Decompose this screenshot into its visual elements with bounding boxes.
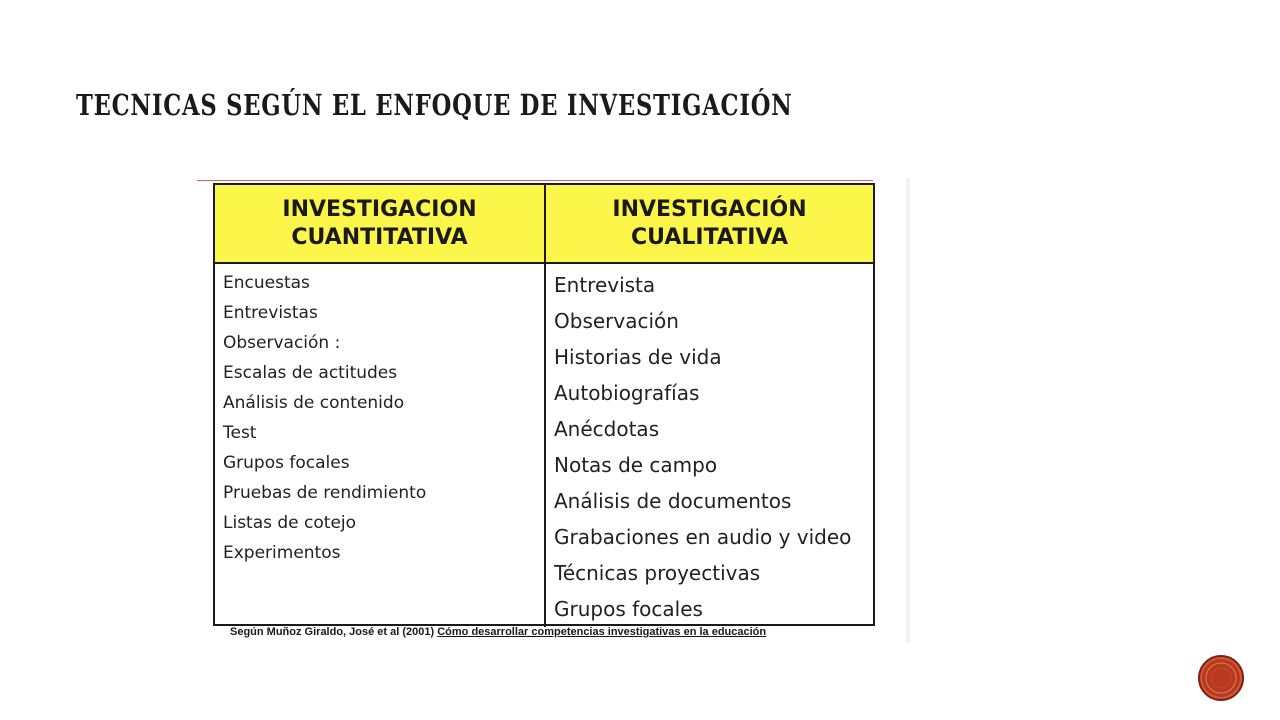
list-item: Historias de vida	[554, 345, 722, 369]
list-item: Escalas de actitudes	[223, 363, 398, 383]
slide-nav-button[interactable]	[1198, 655, 1244, 701]
header-cuantitativa: INVESTIGACION CUANTITATIVA	[215, 185, 546, 264]
list-item: Test	[223, 423, 257, 443]
list-item: Listas de cotejo	[223, 513, 357, 533]
list-item: Observación :	[223, 333, 341, 353]
list-item: Autobiografías	[554, 381, 700, 405]
citation-title: Cómo desarrollar competencias investigativas en la educación	[437, 626, 767, 638]
list-item: Notas de campo	[554, 453, 718, 477]
list-item: Encuestas	[223, 273, 310, 293]
cualitativa-column	[546, 264, 873, 627]
citation	[230, 626, 766, 638]
list-item: Observación	[554, 309, 679, 333]
list-item: Grabaciones en audio y video	[554, 525, 852, 549]
list-item: Experimentos	[223, 543, 341, 563]
citation-prefix: Según Muñoz Giraldo, José et al (2001)	[230, 626, 435, 638]
figure-top-line	[197, 180, 873, 181]
list-item: Entrevistas	[223, 303, 318, 323]
list-item: Técnicas proyectivas	[554, 561, 761, 585]
figure-edge	[906, 178, 910, 643]
circle-nav-icon	[1200, 657, 1242, 699]
cuantitativa-column	[215, 264, 546, 627]
list-item: Anécdotas	[554, 417, 660, 441]
header-cualitativa: INVESTIGACIÓN CUALITATIVA	[546, 185, 873, 264]
list-item: Análisis de contenido	[223, 393, 405, 413]
list-item: Grupos focales	[223, 453, 350, 473]
techniques-figure	[197, 178, 910, 643]
list-item: Pruebas de rendimiento	[223, 483, 427, 503]
list-item: Entrevista	[554, 273, 656, 297]
slide-title: TECNICAS SEGÚN EL ENFOQUE DE INVESTIGACIÓN	[76, 88, 793, 122]
list-item: Grupos focales	[554, 597, 703, 621]
techniques-table	[213, 183, 875, 626]
list-item: Análisis de documentos	[554, 489, 792, 513]
